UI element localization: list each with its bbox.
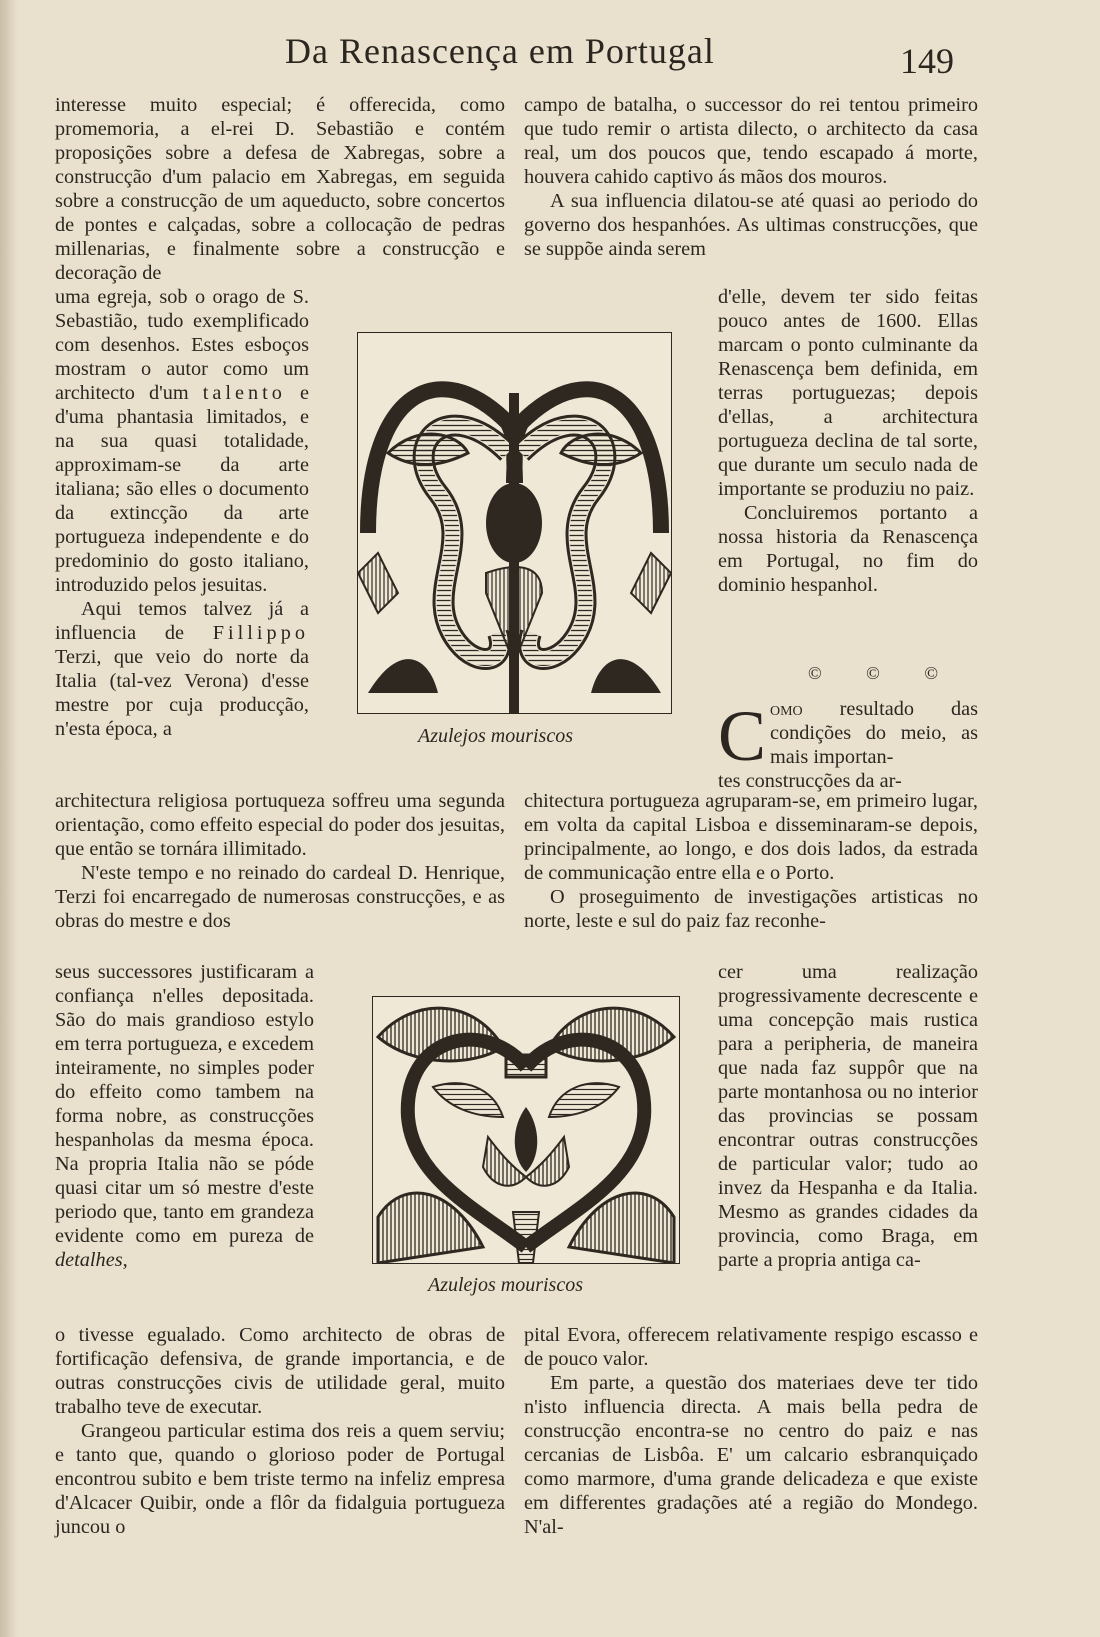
dropcap-paragraph	[770, 697, 978, 769]
paragraph: d'elle, devem ter sido feitas pouco antes de 1600. Ellas marcam o ponto culminante da Renascença bem definida, em terras portuguezas; depois d'ellas, a architectura portugueza declina de tal sorte, que durante um seculo nada de importante se produziu no paiz.	[718, 286, 978, 500]
paragraph: Em parte, a questão dos materiaes deve ter tido n'isto influencia directa. A mais bella pedra de construcção encontra-se no centro do paiz e nas cercanias de Lisbôa. E' um calcario esbranquiçado como marmore, d'uma grande delicadeza e que existe em differentes gradações até a região do Mondego. N'al-	[524, 1372, 978, 1538]
paragraph	[55, 285, 309, 597]
paragraph: A sua influencia dilatou-se até quasi ao periodo do governo dos hespanhóes. As ultimas construcções, que se suppõe ainda serem	[524, 190, 978, 260]
azulejo-illustration-1	[357, 332, 672, 714]
left-column-bottom	[55, 1323, 505, 1539]
azulejo-illustration-2	[372, 996, 680, 1264]
paragraph: O proseguimento de investigações artisticas no norte, leste e sul do paiz faz reconhe-	[524, 886, 978, 932]
figure-caption: Azulejos mouriscos	[418, 725, 573, 747]
azulejo-pattern-icon	[358, 333, 671, 713]
page-fold-shadow	[0, 0, 18, 1637]
paragraph: interesse muito especial; é offerecida, como promemoria, a el-rei D. Sebastião e contém proposições sobre a defesa de Xabregas, sobre a construcção d'um palacio em Xabregas, em seguida sobre a construcção de um aqueducto, sobre concertos de pontes e calçadas, sobre a collocação de pedras millenarias, e finalmente sobre a construcção e decoração de	[55, 94, 505, 284]
left-column-top	[55, 93, 505, 285]
paragraph: architectura religiosa portuqueza soffreu uma segunda orientação, como effeito especial do poder dos jesuitas, que então se tornára illimitado.	[55, 790, 505, 860]
text-run: Terzi, que veio do norte da Italia (tal-vez Verona) d'esse mestre por cuja producção, n'esta época, a	[55, 646, 309, 740]
paragraph: campo de batalha, o successor do rei tentou primeiro que tudo remir o artista dilecto, o architecto da casa real, um dos poucos que, tendo escapado á morte, houvera cahido captivo ás mãos dos mouros.	[524, 94, 978, 188]
drop-cap: C	[718, 696, 767, 776]
left-column-mid	[55, 789, 505, 933]
text-run: seus successores justificaram a confiança n'elles depositada. São do mais grandioso estylo em terra portugueza, e excedem inteiramente, no simples poder do effeito como tambem na forma nobre, as construcções hespanholas da mesma época. Na propria Italia não se póde quasi citar um só mestre d'este periodo que, tanto em grandeza evidente como em pureza de	[55, 961, 314, 1247]
text-run: uma egreja, sob o orago de S. Sebastião, tudo exemplificado com desenhos. Estes esboços mostram o autor como um architecto d'um	[55, 286, 309, 404]
right-column-mid	[524, 789, 978, 933]
text-run: resultado das condições do meio, as mais importan-	[770, 698, 978, 768]
running-header: Da Renascença em Portugal	[285, 31, 715, 71]
name-spaced: Fillippo	[212, 622, 309, 644]
paragraph: cer uma realização progressivamente decrescente e uma concepção mais rustica para a peripheria, de maneira que nada faz suppôr que na parte montanhosa ou no interior das provincias se possam encontrar outras construcções de particular valor; tudo ao invez da Hespanha e da Italia. Mesmo as grandes cidades da provincia, como Braga, em parte a propria antiga ca-	[718, 961, 978, 1271]
small-caps-word: omo	[770, 698, 803, 720]
paragraph	[55, 597, 309, 741]
paragraph	[55, 960, 314, 1272]
figure-caption: Azulejos mouriscos	[428, 1274, 583, 1296]
text-run: e d'uma phantasia limitados, e na sua quasi totalidade, approximam-se da arte italiana; são elles o documento da extincção da arte portugueza independente e do predominio do gosto italiano, introduzido pelos jesuitas.	[55, 382, 310, 596]
paragraph: N'este tempo e no reinado do cardeal D. Henrique, Terzi foi encarregado de numerosas construcções, e as obras do mestre e dos	[55, 862, 505, 932]
left-column-wrap-2	[55, 960, 314, 1272]
paragraph: chitectura portugueza agruparam-se, em primeiro lugar, em volta da capital Lisboa e disseminaram-se depois, principalmente, ao longo, e dos dois lados, da estrada de communicação entre ella e o Porto.	[524, 790, 978, 884]
right-column-bottom	[524, 1323, 978, 1539]
text-run: Aqui temos talvez já a influencia de	[55, 598, 309, 644]
paragraph: Grangeou particular estima dos reis a quem serviu; e tanto que, quando o glorioso poder de Portugal encontrou subito e bem triste termo na infeliz empresa d'Alcacer Quibir, onde a flôr da fidalguia portugueza juncou o	[55, 1420, 505, 1538]
section-ornament: © © ©	[808, 663, 959, 683]
azulejo-pattern-icon	[373, 997, 679, 1263]
left-column-wrap-1	[55, 285, 309, 741]
paragraph: Concluiremos portanto a nossa historia da Renascença em Portugal, no fim do dominio hespanhol.	[718, 502, 978, 596]
paragraph: pital Evora, offerecem relativamente respigo escasso e de pouco valor.	[524, 1324, 978, 1370]
right-column-top	[524, 93, 978, 261]
right-column-wrap-2	[718, 960, 978, 1272]
page-number: 149	[900, 41, 954, 81]
text-run-spaced: talento	[202, 382, 286, 404]
italic-word: detalhes,	[55, 1249, 128, 1271]
paragraph: o tivesse egualado. Como architecto de obras de fortificação defensiva, de grande importancia, e de outras construcções civis de utilidade geral, muito trabalho teve de executar.	[55, 1324, 505, 1418]
paragraph	[770, 697, 978, 769]
text-run: tes construcções da ar-	[718, 770, 902, 792]
right-column-wrap-1	[718, 285, 978, 597]
